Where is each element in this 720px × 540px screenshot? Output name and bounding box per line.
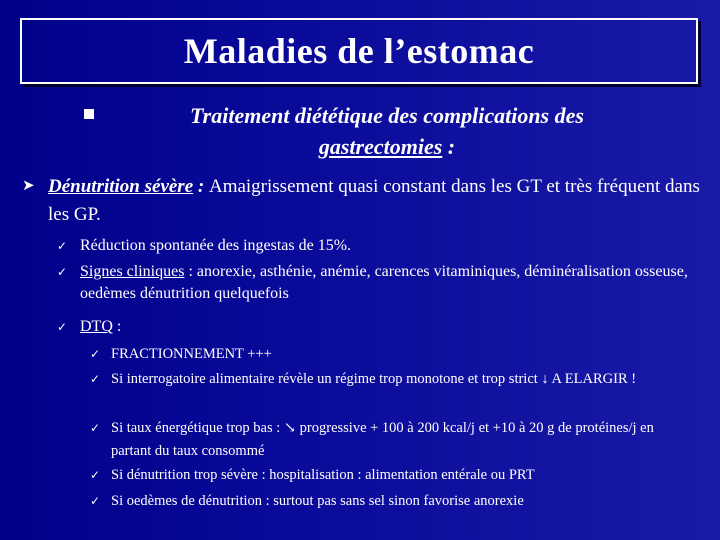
main-bullet-term: Dénutrition sévère: [48, 176, 194, 197]
checkmark-bullet-icon: ✓: [57, 265, 68, 279]
subtitle-underlined: gastrectomies: [318, 134, 443, 159]
subtitle-suffix: :: [442, 134, 456, 159]
dtq-item-4: Si dénutrition trop sévère : hospitalisation : alimentation entérale ou PRT: [111, 467, 535, 483]
sub-item-2-term: Signes cliniques: [80, 263, 185, 280]
checkmark-bullet-icon: ✓: [57, 239, 68, 253]
main-bullet-text: [48, 173, 708, 229]
list-item: [111, 417, 691, 463]
sub-item-3-term: DTQ: [80, 318, 113, 335]
subtitle-prefix: Traitement diététique des complications des: [190, 103, 584, 128]
dtq-item-2: Si interrogatoire alimentaire révèle un régime trop monotone et trop strict ↓ A ELARGIR !: [111, 371, 637, 387]
checkmark-bullet-icon: ✓: [57, 320, 68, 334]
list-item: [111, 490, 691, 513]
section-subtitle: [82, 100, 692, 162]
list-item: [111, 343, 691, 366]
sub-item-1: Réduction spontanée des ingestas de 15%.: [80, 237, 352, 254]
dtq-item-3: Si taux énergétique trop bas : ↘ progressive + 100 à 200 kcal/j et +10 à 20 g de protéines/j en partant du taux consommé: [111, 420, 654, 459]
slide-title: Maladies de l’estomac: [183, 31, 535, 71]
list-item: [111, 368, 691, 391]
sub-item-2-text: : anorexie, asthénie, anémie, carences vitaminiques, déminéralisation osseuse, oedèmes dénutrition quelquefois: [80, 263, 688, 302]
list-item: [111, 464, 691, 487]
title-box: [20, 18, 698, 84]
arrowhead-bullet-icon: ➤: [22, 178, 35, 194]
checkmark-bullet-icon: ✓: [90, 347, 101, 361]
dtq-item-1: FRACTIONNEMENT +++: [111, 346, 272, 362]
checkmark-bullet-icon: ✓: [90, 421, 101, 435]
dtq-item-5: Si oedèmes de dénutrition : surtout pas sans sel sinon favorise anorexie: [111, 493, 524, 509]
sub-item-3-text: :: [112, 318, 122, 335]
checkmark-bullet-icon: ✓: [90, 468, 101, 482]
checkmark-bullet-icon: ✓: [90, 494, 101, 508]
main-bullet-sep: :: [193, 176, 209, 197]
list-item: [80, 316, 710, 338]
list-item: [80, 261, 710, 305]
list-item: [80, 235, 710, 257]
checkmark-bullet-icon: ✓: [90, 372, 101, 386]
main-bullet-body: Amaigrissement quasi constant dans les GT et très fréquent dans les GP.: [48, 176, 700, 225]
